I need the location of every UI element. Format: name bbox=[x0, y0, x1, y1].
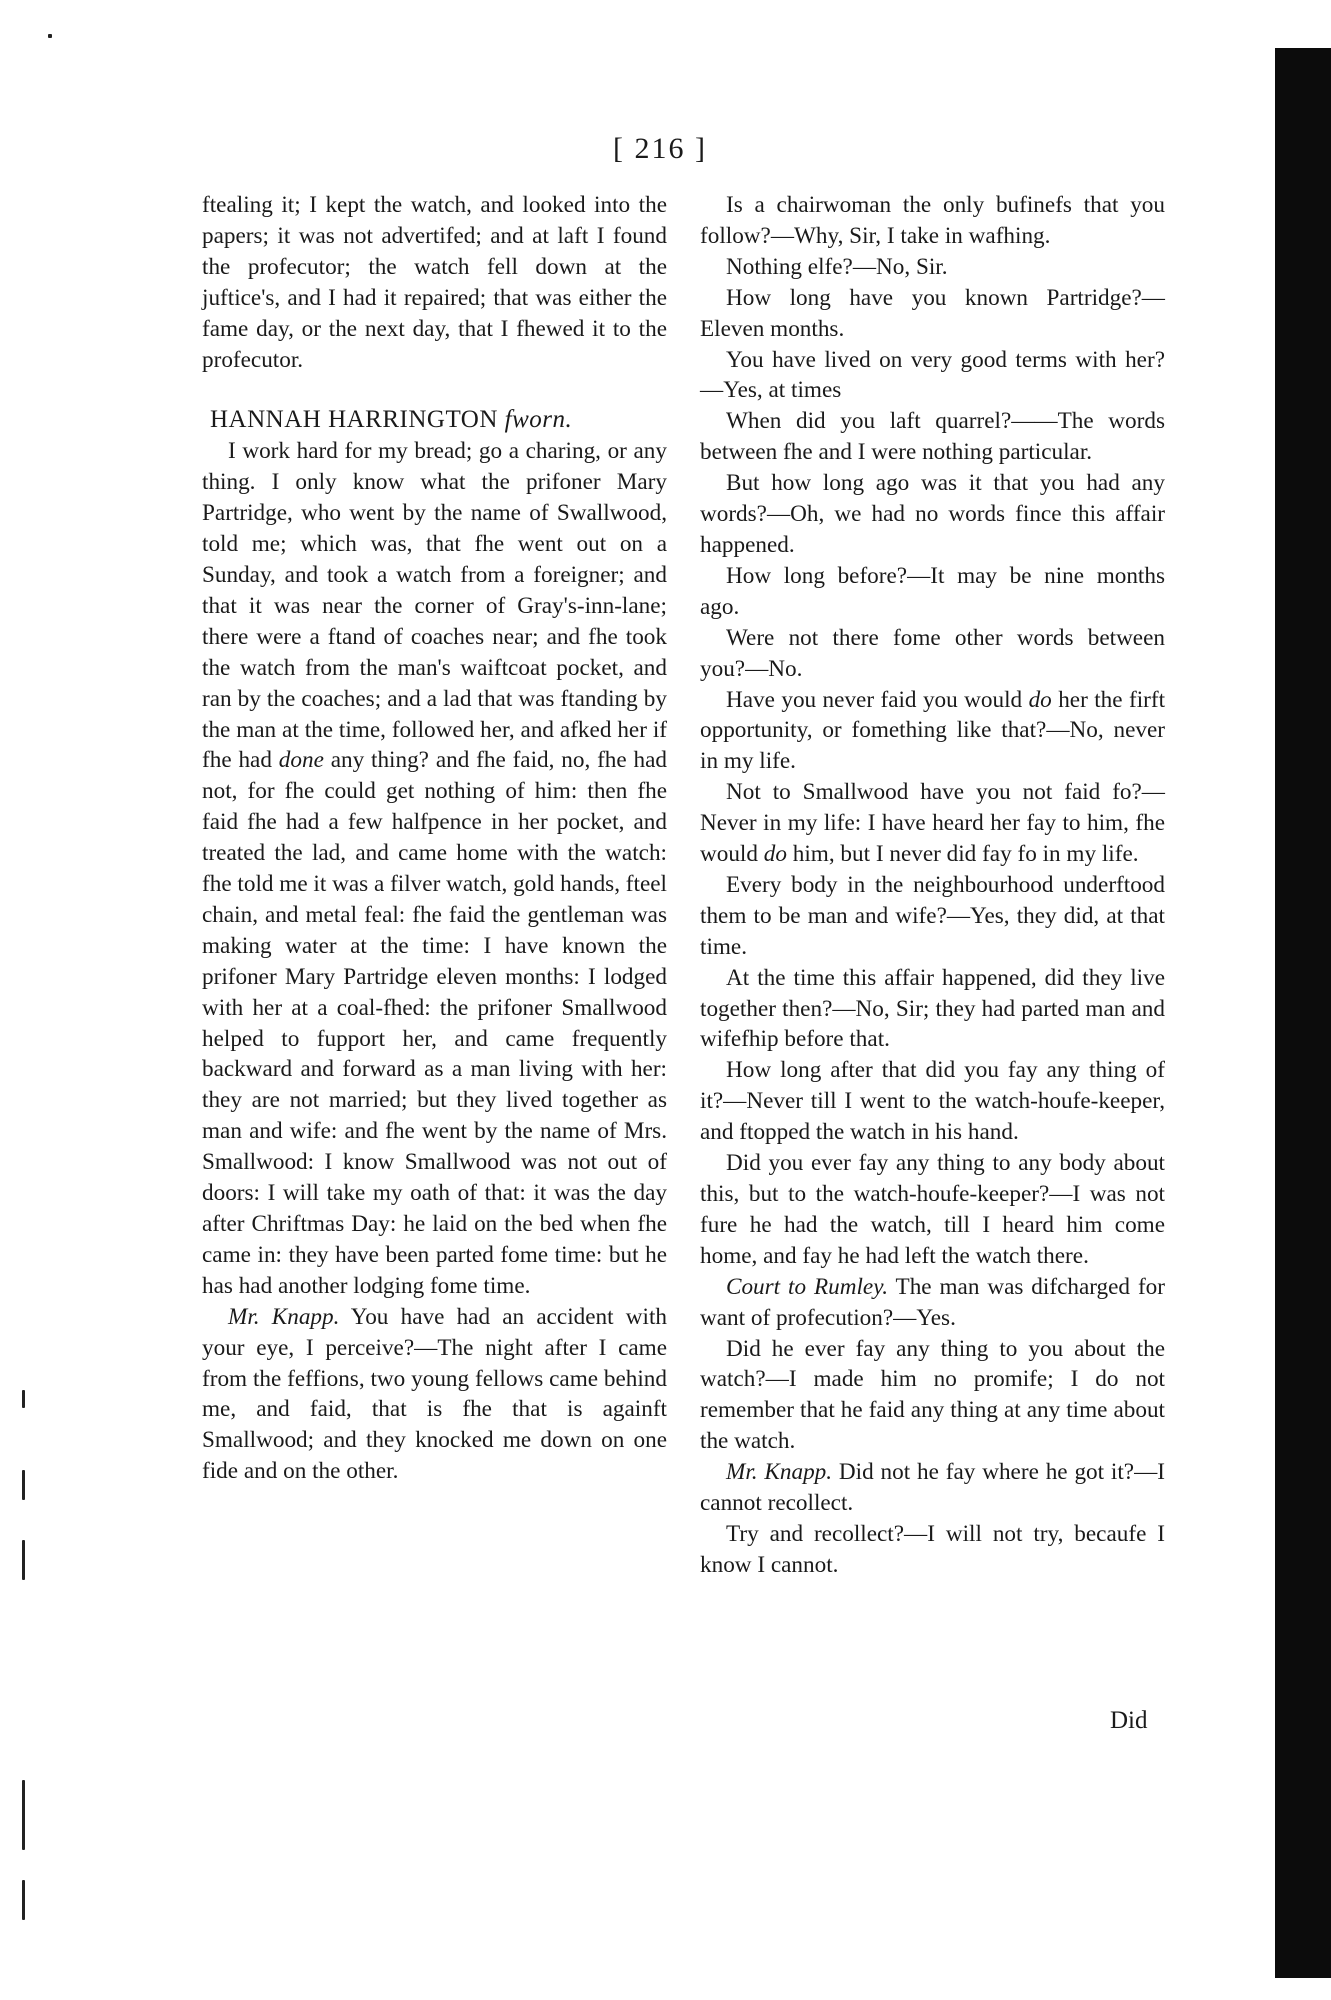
qa-paragraph: Is a chairwoman the only bufinefs that you follow?—Why, Sir, I take in wafhing. bbox=[700, 192, 1165, 249]
qa-paragraph bbox=[700, 1272, 1165, 1334]
binding-shadow bbox=[1275, 48, 1331, 1978]
speaker-label: Mr. Knapp. bbox=[726, 1459, 833, 1486]
scan-speck bbox=[22, 1390, 25, 1408]
qa-text: Not to Smallwood have you not faid fo?—Never in my life: I have heard her fay to him, fhe would bbox=[700, 779, 1165, 868]
testimony-paragraph bbox=[202, 436, 667, 1301]
catchword: Did bbox=[1110, 1707, 1148, 1734]
qa-paragraph bbox=[700, 685, 1165, 778]
qa-paragraph: Did you ever fay any thing to any body about this, but to the watch-houfe-keeper?—I was not fure he had the watch, till I heard him come home, and fay he had left the watch there. bbox=[700, 1150, 1165, 1269]
qa-paragraph: How long after that did you fay any thing of it?—Never till I went to the watch-houfe-keeper, and ftopped the watch in his hand. bbox=[700, 1057, 1165, 1146]
qa-paragraph bbox=[700, 777, 1165, 870]
right-column bbox=[700, 190, 1165, 1581]
page-number: [ 216 ] bbox=[613, 132, 707, 165]
left-column bbox=[202, 190, 667, 1487]
cross-examination-text: You have had an accident with your eye, I perceive?—The night after I came from the feffions, two young fellows came behind me, and faid, that is fhe that is againft Smallwood; and they knocked me down on one fide and on the other. bbox=[202, 1303, 668, 1485]
qa-paragraph: Try and recollect?—I will not try, becaufe I know I cannot. bbox=[700, 1520, 1165, 1578]
qa-paragraph: You have lived on very good terms with her?—Yes, at times bbox=[700, 346, 1165, 404]
qa-paragraph: Were not there fome other words between you?—No. bbox=[700, 624, 1165, 682]
qa-text: Have you never faid you would bbox=[726, 686, 1023, 713]
italic-word: do bbox=[1028, 686, 1052, 713]
italic-word: done bbox=[278, 747, 324, 774]
italic-word: do bbox=[763, 841, 787, 868]
scan-speck bbox=[22, 1540, 25, 1580]
scan-speck bbox=[22, 1880, 25, 1920]
scan-speck bbox=[22, 1470, 25, 1500]
testimony-text: I work hard for my bread; go a charing, or any thing. I only know what the prifoner Mary Partridge, who went by the name of Swallwood, told me; which was, that fhe went out on a Sunday, and took a watch from a foreigner; and that it was near the corner of Gray's-inn-lane; there were a ftand of coaches near; and fhe took the watch from the man's waiftcoat pocket, and ran by the coaches; and a lad that was ftanding by the man at the time, followed her, and afked her if fhe had bbox=[202, 438, 667, 774]
paragraph: ftealing it; I kept the watch, and looked into the papers; it was not advertifed; and at laft I found the profecutor; the watch fell down at the juftice's, and I had it repaired; that was either the fame day, or the next day, that I fhewed it to the profecutor. bbox=[202, 192, 667, 373]
qa-paragraph: How long before?—It may be nine months ago. bbox=[700, 562, 1165, 620]
qa-paragraph: At the time this affair happened, did they live together then?—No, Sir; they had parted man and wifefhip before that. bbox=[700, 964, 1165, 1053]
testimony-text: any thing? and fhe faid, no, fhe had not, for fhe could get nothing of him: then fhe faid fhe had a few halfpence in her pocket, and treated the lad, and came home with the watch: fhe told me it was a filver watch, gold hands, fteel chain, and metal feal: fhe faid the gentleman was making water at the time: I have known the prifoner Mary Partridge eleven months: I lodged with her at a coal-fhed: the prifoner Smallwood helped to fupport her, and came frequently backward and forward as a man living with her: they are not married; but they lived together as man and wife: and fhe went by the name of Mrs. Smallwood: I know Smallwood was not out of doors: I will take my oath of that: it was the day after Chriftmas Day: he laid on the bed when fhe came in: they have been parted fome time: but he has had another lodging fome time. bbox=[202, 747, 668, 1299]
cross-examination-paragraph bbox=[202, 1302, 667, 1487]
qa-text: him, but I never did fay fo in my life. bbox=[792, 841, 1139, 868]
speaker-label: Court to Rumley. bbox=[726, 1273, 889, 1300]
speaker-label: Mr. Knapp. bbox=[228, 1303, 340, 1330]
witness-sworn: fworn. bbox=[504, 406, 573, 434]
qa-text: her the firft opportunity, or fomething like that?—No, never in my life. bbox=[700, 686, 1166, 775]
qa-paragraph: How long have you known Partridge?—Eleven months. bbox=[700, 284, 1165, 342]
qa-paragraph: Nothing elfe?—No, Sir. bbox=[726, 253, 948, 280]
qa-paragraph: Did he ever fay any thing to you about the watch?—I made him no promife; I do not remember that he faid any thing at any time about the watch. bbox=[700, 1335, 1165, 1455]
qa-text: Did not he fay where he got it?—I cannot recollect. bbox=[700, 1459, 1166, 1517]
witness-heading bbox=[202, 405, 667, 436]
scan-speck bbox=[22, 1780, 25, 1850]
qa-paragraph: But how long ago was it that you had any words?—Oh, we had no words fince this affair happened. bbox=[700, 470, 1165, 558]
scan-speck bbox=[48, 34, 52, 38]
qa-text: The man was difcharged for want of profecution?—Yes. bbox=[700, 1273, 1165, 1331]
qa-paragraph: When did you laft quarrel?——The words between fhe and I were nothing particular. bbox=[700, 408, 1165, 466]
qa-paragraph bbox=[700, 1457, 1165, 1519]
witness-name: HANNAH HARRINGTON bbox=[210, 406, 498, 434]
qa-paragraph: Every body in the neighbourhood underftood them to be man and wife?—Yes, they did, at that time. bbox=[700, 871, 1165, 960]
